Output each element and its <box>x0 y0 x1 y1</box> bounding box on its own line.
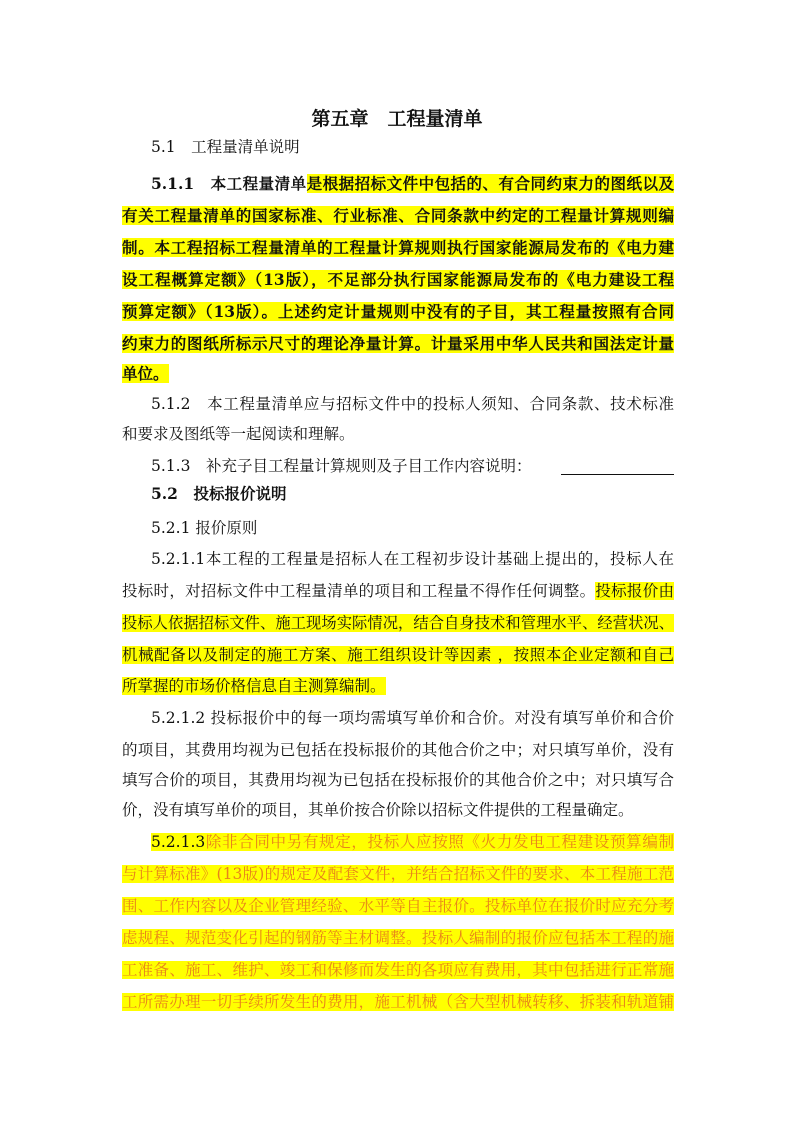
paragraph-5-1-1-line-5 <box>122 298 674 326</box>
paragraph-5-2-1-1-line-5 <box>122 672 674 700</box>
paragraph-5-1-1-line-7 <box>122 360 674 388</box>
highlighted-text: 工准备、施工、维护、竣工和保修而发生的各项应有费用，其中包括进行正常施 <box>122 961 674 979</box>
text-segment: 5.2 投标报价说明 <box>151 484 287 503</box>
text-segment: 填写合价的项目，其费用均视为已包括在投标报价的其他合价之中；对只填写合 <box>122 771 674 789</box>
highlighted-text: 虑规程、规范变化引起的钢筋等主材调整。投标人编制的报价应包括本工程的施 <box>122 929 674 947</box>
text-segment: 的项目，其费用均视为已包括在投标报价的其他合价之中；对只填写单价，没有 <box>122 741 674 759</box>
text-segment: 和要求及图纸等一起阅读和理解。 <box>122 425 355 443</box>
paragraph-5-1-2-line-1 <box>151 390 674 418</box>
paragraph-5-1-1-line-6 <box>122 330 674 358</box>
paragraph-5-2-1-1-line-3 <box>122 609 674 637</box>
paragraph-5-2-1-3-line-3 <box>122 892 674 920</box>
highlighted-text: 围、工作内容以及企业管理经验、水平等自主报价。投标单位在报价时应充分考 <box>122 897 674 915</box>
highlighted-text: 投标人依据招标文件、施工现场实际情况，结合自身技术和管理水平、经营状况、 <box>122 614 674 632</box>
paragraph-5-2-1-1-line-2 <box>122 577 674 605</box>
text-segment: 5.1.2 本工程量清单应与招标文件中的投标人须知、合同条款、技术标准 <box>151 395 674 413</box>
chapter-title: 第五章 工程量清单 <box>311 108 483 130</box>
highlighted-text: 与计算标准》(13版)的规定及配套文件，并结合招标文件的要求、本工程施工范 <box>122 865 674 883</box>
paragraph-5-2-1-1-line-1 <box>151 545 674 573</box>
text-segment: 5.2.1.2 投标报价中的每一项均需填写单价和合价。对没有填写单价和合价 <box>151 709 674 727</box>
section-heading-5-2 <box>151 480 674 508</box>
paragraph-5-2-1-3-line-1 <box>151 828 674 856</box>
highlighted-text: 投标报价由 <box>595 582 674 600</box>
paragraph-5-2-1-3-line-2 <box>122 860 674 888</box>
paragraph-5-2-1-2-line-2 <box>122 736 674 764</box>
paragraph-5-1-1-line-1 <box>151 170 674 198</box>
paragraph-5-1-3 <box>151 452 551 480</box>
paragraph-5-1-1-line-2 <box>122 202 674 230</box>
highlighted-text: 所掌握的市场价格信息自主测算编制。 <box>122 677 386 695</box>
paragraph-5-2-1-2-line-3 <box>122 766 674 794</box>
paragraph-5-1-2-line-2 <box>122 420 674 448</box>
highlighted-text: 工所需办理一切手续所发生的费用，施工机械（含大型机械转移、拆装和轨道铺 <box>122 993 674 1011</box>
paragraph-5-2-1-3-line-5 <box>122 956 674 984</box>
highlighted-text: 是根据招标文件中包括的、有合同约束力的图纸以及 <box>306 174 674 193</box>
highlighted-text: 除非合同中另有规定，投标人应按照《火力发电工程建设预算编制 <box>205 833 674 851</box>
text-segment: 价，没有填写单价的项目，其单价按合价除以招标文件提供的工程量确定。 <box>122 801 634 819</box>
paragraph-5-2-1-3-line-4 <box>122 924 674 952</box>
highlighted-text: 单位。 <box>122 364 169 383</box>
paragraph-5-2-1-2-line-1 <box>151 704 674 732</box>
paragraph-5-2-1-1-line-4 <box>122 641 674 669</box>
text-segment: 投标时，对招标文件中工程量清单的项目和工程量不得作任何调整。 <box>122 582 596 600</box>
highlighted-text: 机械配备以及制定的施工方案、施工组织设计等因素 ，按照本企业定额和自己 <box>122 646 674 664</box>
text-segment: 5.1.3 补充子目工程量计算规则及子目工作内容说明： <box>151 457 532 475</box>
highlighted-text: 制。本工程招标工程量清单的工程量计算规则执行国家能源局发布的《电力建 <box>122 238 674 257</box>
section-number: 5.2.1.3 <box>151 833 206 851</box>
text-segment: 5.2.1.1本工程的工程量是招标人在工程初步设计基础上提出的，投标人在 <box>151 550 674 568</box>
blank-underline <box>561 474 674 475</box>
section-heading-5-1 <box>151 133 674 161</box>
text-segment: 5.2.1 报价原则 <box>151 519 258 537</box>
highlighted-text: 设工程概算定额》（13版），不足部分执行国家能源局发布的《电力建设工程 <box>122 270 674 289</box>
highlighted-text: 有关工程量清单的国家标准、行业标准、合同条款中约定的工程量计算规则编 <box>122 206 674 225</box>
highlighted-text: 预算定额》（13版）。上述约定计量规则中没有的子目，其工程量按照有合同 <box>122 302 674 321</box>
paragraph-5-2-1-2-line-4 <box>122 796 674 824</box>
paragraph-5-1-1-line-3 <box>122 234 674 262</box>
highlighted-text: 约束力的图纸所标示尺寸的理论净量计算。计量采用中华人民共和国法定计量 <box>122 334 674 353</box>
paragraph-5-2-1-3-line-6 <box>122 988 674 1016</box>
subsection-heading-5-2-1 <box>151 514 674 542</box>
text-segment: 5.1 工程量清单说明 <box>151 138 300 156</box>
paragraph-5-1-1-line-4 <box>122 266 674 294</box>
text-segment: 5.1.1 本工程量清单 <box>151 174 307 193</box>
